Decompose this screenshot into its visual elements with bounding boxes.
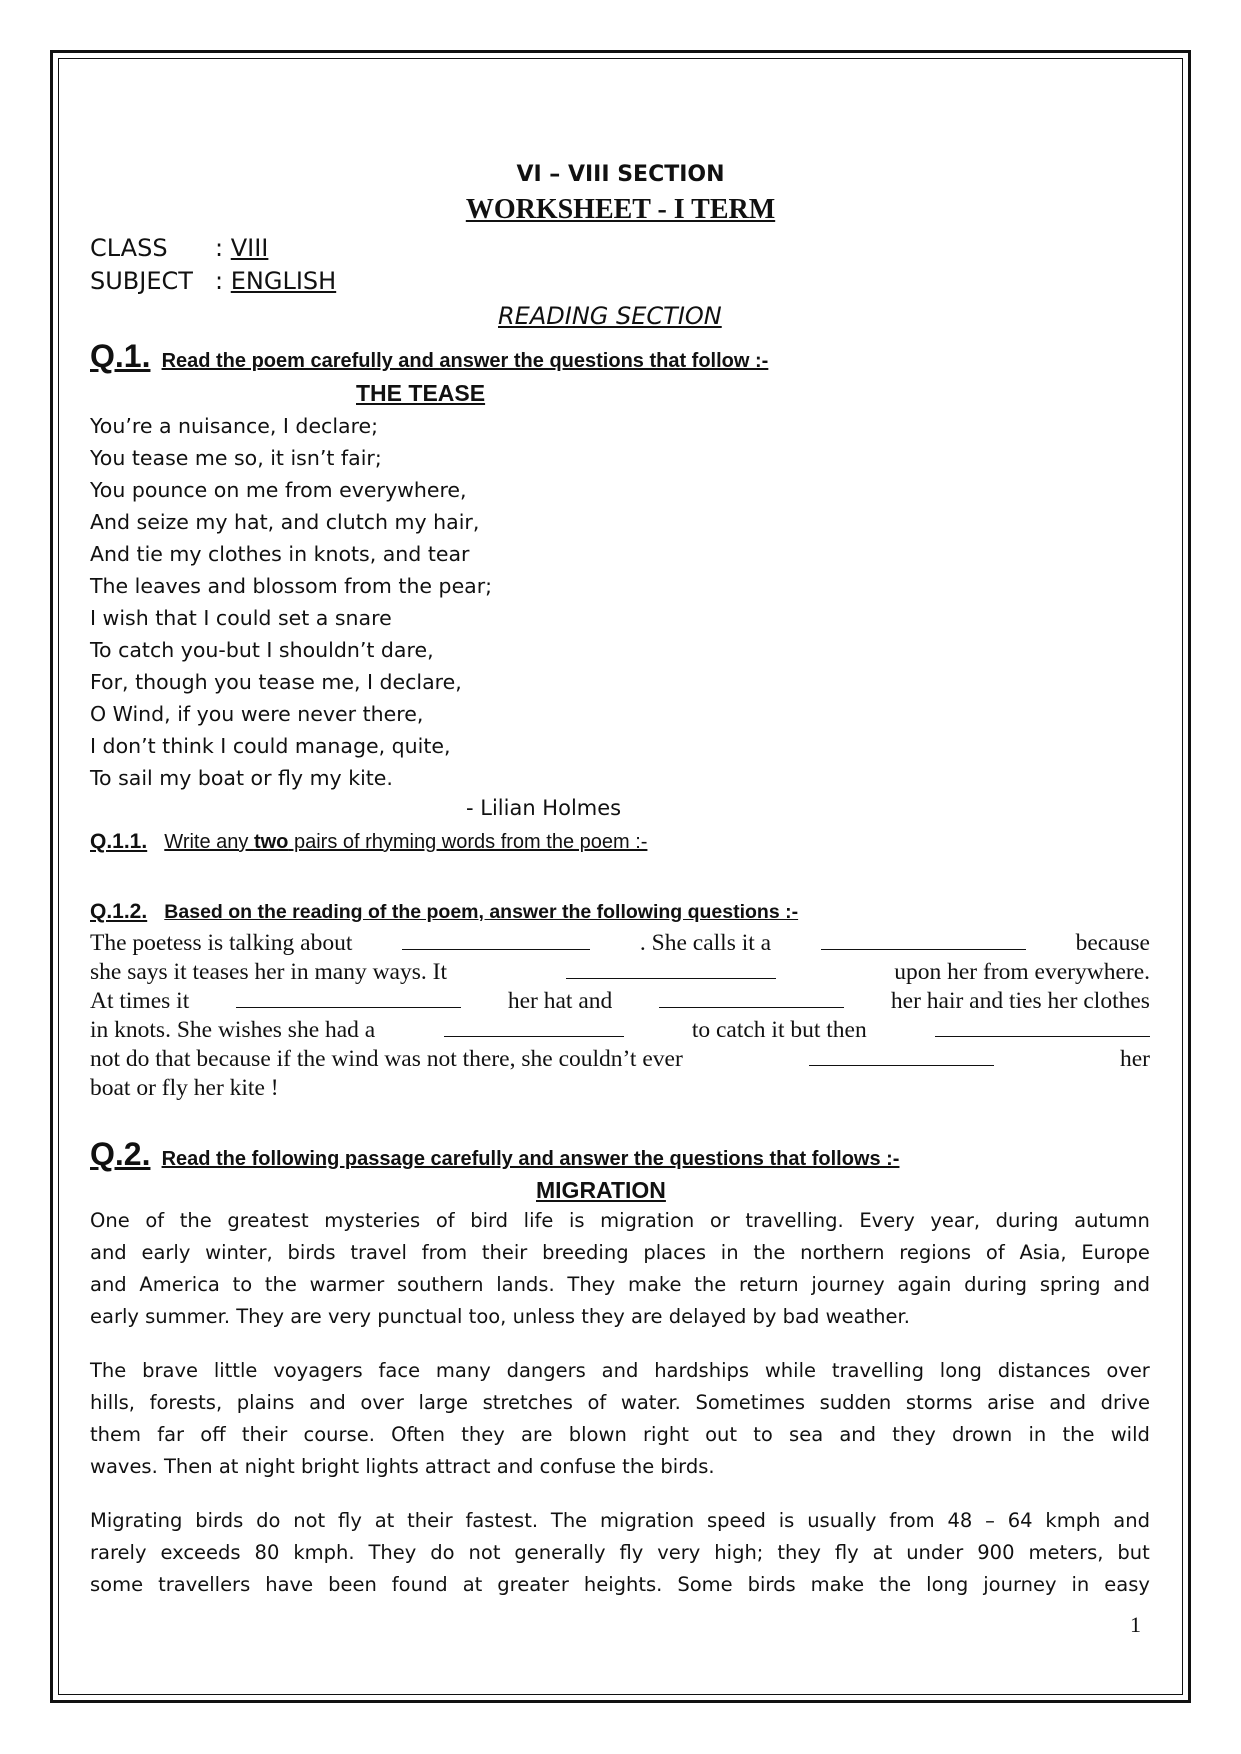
word: some xyxy=(90,1573,144,1596)
word: at xyxy=(462,1573,483,1596)
word: over xyxy=(360,1391,404,1414)
word: migration xyxy=(600,1209,695,1232)
word: 48 xyxy=(947,1509,973,1532)
word: early xyxy=(141,1241,191,1264)
word: greater xyxy=(497,1573,569,1596)
word: during xyxy=(995,1209,1059,1232)
word: far xyxy=(157,1423,185,1446)
word: the xyxy=(879,1573,912,1596)
word: have xyxy=(265,1573,314,1596)
word: winter, xyxy=(205,1241,273,1264)
word: return xyxy=(738,1273,799,1296)
poem-line: You tease me so, it isn’t fair; xyxy=(90,446,382,470)
subject-value: ENGLISH xyxy=(230,267,337,295)
fill-line: At times it her hat and her hair and ties her clothes xyxy=(90,988,1150,1014)
word: drown xyxy=(952,1423,1013,1446)
word: of xyxy=(435,1209,455,1232)
class-row xyxy=(90,234,268,262)
poem-line: For, though you tease me, I declare, xyxy=(90,670,462,694)
word: fly xyxy=(619,1541,644,1564)
paragraph-line xyxy=(90,1387,1150,1419)
passage-heading: MIGRATION xyxy=(536,1177,666,1203)
poem-line: And tie my clothes in knots, and tear xyxy=(90,542,470,566)
word: stretches xyxy=(482,1391,573,1414)
poem-line: You pounce on me from everywhere, xyxy=(90,478,467,502)
word: Europe xyxy=(1081,1241,1150,1264)
word: little xyxy=(213,1359,258,1382)
poem-line: The leaves and blossom from the pear; xyxy=(90,574,493,598)
word: Often xyxy=(391,1423,446,1446)
word: under xyxy=(906,1541,964,1564)
word: Some xyxy=(677,1573,733,1596)
word: is xyxy=(568,1209,585,1232)
passage-paragraph-3 xyxy=(90,1505,1150,1601)
word: of xyxy=(587,1391,607,1414)
paragraph-line xyxy=(90,1537,1150,1569)
word: during xyxy=(964,1273,1028,1296)
q12-text: Based on the reading of the poem, answer the following questions :- xyxy=(164,901,799,923)
word: usually xyxy=(807,1509,877,1532)
word: distances xyxy=(997,1359,1091,1382)
word: not xyxy=(468,1541,501,1564)
word: fastest. xyxy=(465,1509,539,1532)
word: at xyxy=(374,1509,395,1532)
paragraph-line xyxy=(90,1419,1150,1451)
paragraph-line xyxy=(90,1505,1150,1537)
word: are xyxy=(521,1423,553,1446)
paragraph-line xyxy=(90,1269,1150,1301)
word: spring xyxy=(1039,1273,1101,1296)
word: water. xyxy=(620,1391,681,1414)
fill-line: she says it teases her in many ways. It upon her from everywhere. xyxy=(90,959,1150,985)
word: again xyxy=(897,1273,952,1296)
answer-blank[interactable] xyxy=(444,1016,624,1037)
word: exceeds xyxy=(160,1541,241,1564)
word: mysteries xyxy=(324,1209,421,1232)
word: travellers xyxy=(158,1573,251,1596)
q2-header xyxy=(90,1136,899,1173)
word: America xyxy=(139,1273,220,1296)
word: 900 xyxy=(977,1541,1015,1564)
word: face xyxy=(378,1359,421,1382)
word: northern xyxy=(800,1241,885,1264)
word: life xyxy=(523,1209,554,1232)
word: One xyxy=(90,1209,130,1232)
q11-text: Write any two pairs of rhyming words from the poem :- xyxy=(164,831,648,853)
class-label: CLASS xyxy=(90,234,168,262)
paragraph-line: waves. Then at night bright lights attract and confuse the birds. xyxy=(90,1455,715,1478)
paragraph-line xyxy=(90,1569,1150,1601)
q1-header xyxy=(90,338,768,375)
word: off xyxy=(200,1423,226,1446)
word: them xyxy=(90,1423,141,1446)
word: been xyxy=(328,1573,377,1596)
subject-row xyxy=(90,267,336,295)
fill-in-passage xyxy=(90,929,1150,1103)
worksheet-title: WORKSHEET - I TERM xyxy=(465,194,776,225)
word: out xyxy=(705,1423,738,1446)
word: in xyxy=(1071,1573,1090,1596)
word: brave xyxy=(142,1359,198,1382)
word: speed xyxy=(707,1509,766,1532)
word: southern xyxy=(396,1273,484,1296)
section-title: VI – VIII SECTION xyxy=(516,162,725,187)
poem-line: O Wind, if you were never there, xyxy=(90,702,424,726)
word: forests, xyxy=(149,1391,223,1414)
word: long xyxy=(926,1573,969,1596)
word: the xyxy=(179,1209,212,1232)
answer-blank[interactable] xyxy=(659,987,844,1008)
word: dangers xyxy=(506,1359,586,1382)
class-value: VIII xyxy=(230,234,269,262)
word: they xyxy=(777,1541,821,1564)
poem xyxy=(90,410,492,794)
word: rarely xyxy=(90,1541,147,1564)
answer-blank[interactable] xyxy=(809,1045,994,1066)
answer-blank[interactable] xyxy=(236,987,461,1008)
word: make xyxy=(627,1273,682,1296)
poem-author: - Lilian Holmes xyxy=(466,796,622,820)
word: and xyxy=(1113,1273,1150,1296)
word: their xyxy=(481,1241,528,1264)
word: in xyxy=(1028,1423,1047,1446)
word: The xyxy=(90,1359,127,1382)
q11-row xyxy=(90,830,647,854)
word: plains xyxy=(236,1391,295,1414)
page-number: 1 xyxy=(1130,1612,1141,1637)
poem-line: And seize my hat, and clutch my hair, xyxy=(90,510,480,534)
word: arise xyxy=(987,1391,1035,1414)
word: generally xyxy=(514,1541,606,1564)
word: birds xyxy=(747,1573,796,1596)
word: journey xyxy=(811,1273,885,1296)
word: bird xyxy=(470,1209,509,1232)
passage-paragraph-2 xyxy=(90,1355,1150,1483)
poem-title: THE TEASE xyxy=(356,380,486,406)
poem-line: To sail my boat or fly my kite. xyxy=(90,766,393,790)
q2-instruction: Read the following passage carefully and answer the questions that follows :- xyxy=(161,1148,900,1170)
word: the xyxy=(1062,1423,1095,1446)
class-sep: : xyxy=(215,234,224,262)
q2-number: Q.2. xyxy=(90,1136,151,1172)
word: found xyxy=(391,1573,448,1596)
word: birds xyxy=(195,1509,244,1532)
word: they xyxy=(461,1423,505,1446)
q12-row xyxy=(90,900,798,924)
word: the xyxy=(264,1273,297,1296)
word: and xyxy=(839,1423,877,1446)
word: warmer xyxy=(309,1273,385,1296)
word: from xyxy=(421,1241,468,1264)
answer-blank[interactable] xyxy=(566,958,776,979)
word: to xyxy=(232,1273,253,1296)
word: their xyxy=(407,1509,453,1532)
paragraph-line xyxy=(90,1355,1150,1387)
word: hardships xyxy=(654,1359,750,1382)
word: of xyxy=(145,1209,165,1232)
word: and xyxy=(90,1241,127,1264)
word: They xyxy=(567,1273,616,1296)
q1-instruction: Read the poem carefully and answer the questions that follow :- xyxy=(161,350,769,372)
word: they xyxy=(892,1423,936,1446)
word: is xyxy=(778,1509,795,1532)
word: wild xyxy=(1110,1423,1150,1446)
word: while xyxy=(764,1359,816,1382)
word: easy xyxy=(1104,1573,1150,1596)
word: Migrating xyxy=(90,1509,183,1532)
poem-line: I don’t think I could manage, quite, xyxy=(90,734,451,758)
word: very xyxy=(657,1541,701,1564)
word: and xyxy=(309,1391,346,1414)
word: long xyxy=(939,1359,982,1382)
word: from xyxy=(889,1509,935,1532)
word: birds xyxy=(287,1241,336,1264)
word: their xyxy=(241,1423,288,1446)
answer-blank[interactable] xyxy=(402,929,590,950)
word: sudden xyxy=(819,1391,892,1414)
word: voyagers xyxy=(273,1359,363,1382)
paragraph-line xyxy=(90,1237,1150,1269)
word: blown xyxy=(568,1423,627,1446)
answer-blank[interactable] xyxy=(821,929,1026,950)
word: journey xyxy=(983,1573,1057,1596)
word: drive xyxy=(1100,1391,1150,1414)
word: do xyxy=(256,1509,281,1532)
word: meters, xyxy=(1028,1541,1104,1564)
word: in xyxy=(720,1241,739,1264)
fill-line: The poetess is talking about . She calls it a because xyxy=(90,930,1150,956)
word: lands. xyxy=(496,1273,555,1296)
word: travelling xyxy=(831,1359,924,1382)
word: Asia, xyxy=(1019,1241,1067,1264)
word: of xyxy=(985,1241,1005,1264)
word: and xyxy=(1049,1391,1086,1414)
subject-sep: : xyxy=(215,267,224,295)
word: at xyxy=(872,1541,893,1564)
q1-number: Q.1. xyxy=(90,338,151,374)
word: fly xyxy=(834,1541,859,1564)
word: 80 xyxy=(254,1541,280,1564)
fill-line: in knots. She wishes she had a to catch it but then xyxy=(90,1016,1150,1045)
word: large xyxy=(418,1391,468,1414)
word: storms xyxy=(905,1391,973,1414)
word: and xyxy=(90,1273,127,1296)
word: heights. xyxy=(583,1573,663,1596)
word: many xyxy=(435,1359,491,1382)
word: – xyxy=(985,1509,995,1532)
word: kmph. xyxy=(293,1541,355,1564)
word: places xyxy=(643,1241,706,1264)
word: sea xyxy=(789,1423,824,1446)
paragraph-line xyxy=(90,1205,1150,1237)
poem-line: You’re a nuisance, I declare; xyxy=(90,414,379,438)
word: not xyxy=(293,1509,326,1532)
word: and xyxy=(1113,1509,1150,1532)
word: 64 xyxy=(1007,1509,1033,1532)
reading-section-title: READING SECTION xyxy=(498,302,722,330)
word: do xyxy=(430,1541,455,1564)
word: regions xyxy=(899,1241,972,1264)
word: year, xyxy=(930,1209,981,1232)
word: hills, xyxy=(90,1391,135,1414)
word: fly xyxy=(338,1509,362,1532)
word: right xyxy=(643,1423,689,1446)
word: kmph xyxy=(1045,1509,1101,1532)
word: course. xyxy=(303,1423,375,1446)
word: migration xyxy=(600,1509,695,1532)
word: autumn xyxy=(1074,1209,1150,1232)
word: to xyxy=(753,1423,773,1446)
fill-line: not do that because if the wind was not there, she couldn’t ever her xyxy=(90,1046,1150,1072)
q12-number: Q.1.2. xyxy=(90,900,148,923)
word: the xyxy=(694,1273,727,1296)
q11-number: Q.1.1. xyxy=(90,830,148,853)
word: They xyxy=(368,1541,417,1564)
poem-line: To catch you-but I shouldn’t dare, xyxy=(90,638,434,662)
word: high; xyxy=(714,1541,764,1564)
word: or xyxy=(709,1209,730,1232)
word: Every xyxy=(859,1209,915,1232)
word: The xyxy=(550,1509,588,1532)
answer-blank[interactable] xyxy=(935,1016,1150,1037)
passage-paragraph-1 xyxy=(90,1205,1150,1333)
word: travelling. xyxy=(745,1209,844,1232)
word: the xyxy=(753,1241,786,1264)
word: and xyxy=(601,1359,639,1382)
subject-label: SUBJECT xyxy=(90,267,193,295)
fill-line: boat or fly her kite ! xyxy=(90,1075,279,1101)
word: Sometimes xyxy=(695,1391,806,1414)
word: over xyxy=(1106,1359,1150,1382)
paragraph-line: early summer. They are very punctual too, unless they are delayed by bad weather. xyxy=(90,1305,910,1328)
poem-line: I wish that I could set a snare xyxy=(90,606,392,630)
word: but xyxy=(1117,1541,1150,1564)
word: greatest xyxy=(227,1209,309,1232)
word: travel xyxy=(350,1241,407,1264)
word: make xyxy=(810,1573,865,1596)
word: breeding xyxy=(542,1241,629,1264)
